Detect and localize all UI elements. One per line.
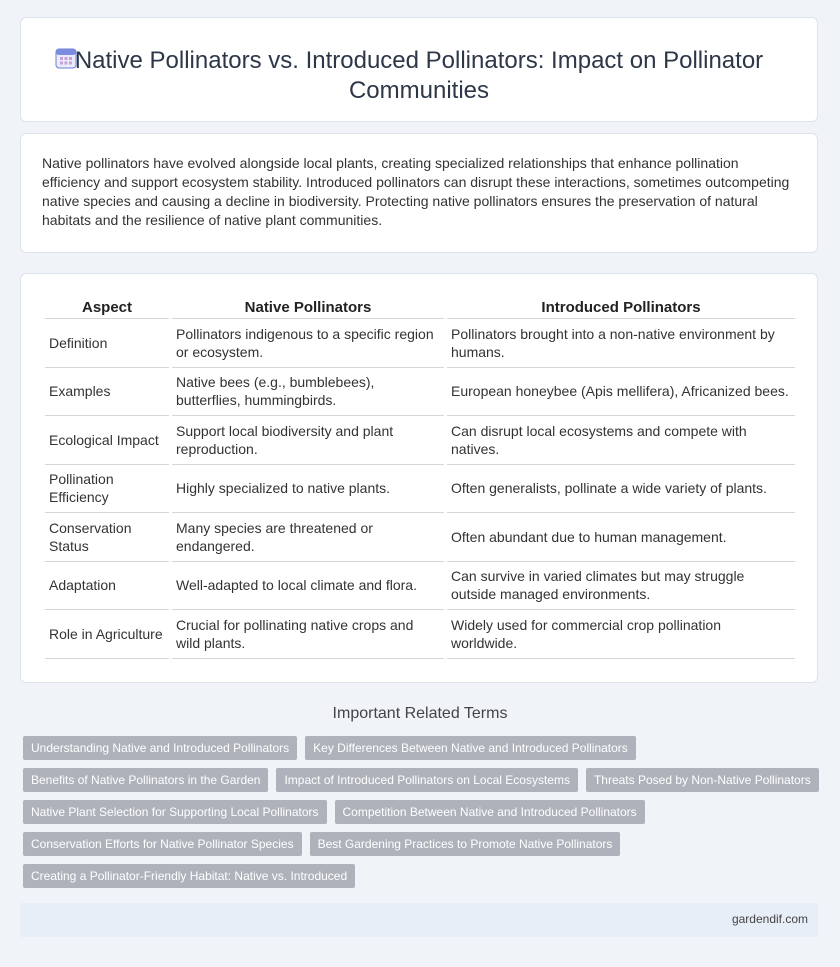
related-term-tag[interactable]: Competition Between Native and Introduced Pollinators [335,800,645,824]
related-term-tag[interactable]: Benefits of Native Pollinators in the Garden [23,768,268,792]
row-introduced: Can survive in varied climates but may struggle outside managed environments. [447,562,795,611]
related-terms-heading: Important Related Terms [332,705,508,722]
row-native: Support local biodiversity and plant reproduction. [172,416,444,465]
comparison-table [42,296,798,659]
table-header-row [45,296,795,319]
row-native: Highly specialized to native plants. [172,465,444,514]
related-term-tag[interactable]: Creating a Pollinator-Friendly Habitat: Native vs. Introduced [23,864,355,888]
table-row [45,465,795,514]
table-row [45,319,795,368]
comparison-table-card [20,273,818,683]
column-header-introduced: Introduced Pollinators [447,296,795,319]
header-card [20,17,818,122]
row-introduced: Often generalists, pollinate a wide variety of plants. [447,465,795,514]
intro-card [20,133,818,253]
table-row [45,513,795,562]
table-row [45,416,795,465]
related-term-tag[interactable]: Key Differences Between Native and Introduced Pollinators [305,736,636,760]
row-native: Crucial for pollinating native crops and wild plants. [172,610,444,659]
related-terms-list [23,736,823,888]
row-introduced: Often abundant due to human management. [447,513,795,562]
row-native: Pollinators indigenous to a specific region or ecosystem. [172,319,444,368]
row-aspect: Definition [45,319,169,368]
row-aspect: Examples [45,368,169,417]
table-row [45,610,795,659]
table-row [45,562,795,611]
related-term-tag[interactable]: Impact of Introduced Pollinators on Local Ecosystems [276,768,577,792]
related-term-tag[interactable]: Native Plant Selection for Supporting Local Pollinators [23,800,327,824]
footer-site-link[interactable]: gardendif.com [731,912,808,926]
row-aspect: Pollination Efficiency [45,465,169,514]
related-term-tag[interactable]: Conservation Efforts for Native Pollinator Species [23,832,302,856]
related-term-tag[interactable]: Threats Posed by Non-Native Pollinators [586,768,819,792]
footer [20,903,818,937]
row-native: Well-adapted to local climate and flora. [172,562,444,611]
row-introduced: European honeybee (Apis mellifera), Africanized bees. [447,368,795,417]
related-term-tag[interactable]: Understanding Native and Introduced Pollinators [23,736,297,760]
row-introduced: Pollinators brought into a non-native environment by humans. [447,319,795,368]
row-aspect: Adaptation [45,562,169,611]
column-header-aspect: Aspect [45,296,169,319]
row-aspect: Conservation Status [45,513,169,562]
row-aspect: Role in Agriculture [45,610,169,659]
table-row [45,368,795,417]
column-header-native: Native Pollinators [172,296,444,319]
row-native: Many species are threatened or endangered. [172,513,444,562]
row-native: Native bees (e.g., bumblebees), butterflies, hummingbirds. [172,368,444,417]
row-introduced: Widely used for commercial crop pollination worldwide. [447,610,795,659]
row-introduced: Can disrupt local ecosystems and compete with natives. [447,416,795,465]
page-title: Native Pollinators vs. Introduced Pollinators: Impact on Pollinator Communities [74,47,764,104]
row-aspect: Ecological Impact [45,416,169,465]
intro-paragraph: Native pollinators have evolved alongside local plants, creating specialized relationships that enhance pollination efficiency and support ecosystem stability. Introduced pollinators can disrupt these interactions, sometimes outcompeting native species and causing a decline in biodiversity. Protecting native pollinators ensures the preservation of natural habitats and the resilience of native plant communities. [42,155,790,228]
related-term-tag[interactable]: Best Gardening Practices to Promote Native Pollinators [310,832,621,856]
